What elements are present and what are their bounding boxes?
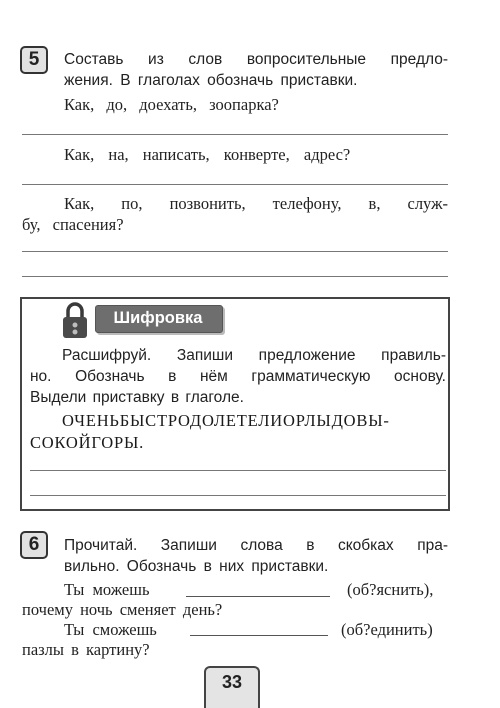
task-5-number: 5 [20, 46, 48, 74]
task-5-item-3-line1: Как, по, позвонить, телефону, в, служ- [64, 194, 448, 213]
cipher-text-line3: Выдели приставку в глаголе. [30, 389, 244, 406]
cipher-title: Шифровка [113, 309, 203, 327]
answer-line[interactable] [30, 470, 446, 471]
task-5-item-1: Как, до, доехать, зоопарка? [64, 95, 279, 114]
fill-in-blank[interactable] [190, 635, 328, 636]
task-5-instruction-line1: Составь из слов вопросительные предло- [64, 51, 448, 68]
answer-line[interactable] [22, 184, 448, 185]
cipher-code-line1: ОЧЕНЬБЫСТРОДОЛЕТЕЛИОРЛЫДОВЫ- [62, 411, 390, 430]
cipher-text-line2: но. Обозначь в нём грамматическую основу. [30, 368, 446, 385]
answer-line[interactable] [22, 251, 448, 252]
fill-in-blank[interactable] [186, 596, 330, 597]
task-5-item-3-line2: бу, спасения? [22, 215, 124, 234]
answer-line[interactable] [30, 495, 446, 496]
sentence-1-start: Ты можешь [64, 580, 150, 599]
sentence-2-start: Ты сможешь [64, 620, 157, 639]
page-number: 33 [221, 672, 243, 692]
cipher-code-line2: СОКОЙГОРЫ. [30, 433, 145, 452]
answer-line[interactable] [22, 134, 448, 135]
sentence-2-end: пазлы в картину? [22, 640, 150, 659]
task-6-instruction-line1: Прочитай. Запиши слова в скобках пра- [64, 537, 448, 554]
sentence-2-hint: (об?единить) [341, 620, 433, 639]
task-6-number: 6 [20, 531, 48, 559]
cipher-text-line1: Расшифруй. Запиши предложение правиль- [62, 347, 446, 364]
task-6-instruction-line2: вильно. Обозначь в них приставки. [64, 558, 329, 575]
sentence-1-hint: (об?яснить), [347, 580, 434, 599]
lock-icon [60, 300, 90, 340]
answer-line[interactable] [22, 276, 448, 277]
sentence-1-end: почему ночь сменяет день? [22, 600, 223, 619]
task-5-instruction-line2: жения. В глаголах обозначь приставки. [64, 72, 358, 89]
task-5-item-2: Как, на, написать, конверте, адрес? [64, 145, 351, 164]
